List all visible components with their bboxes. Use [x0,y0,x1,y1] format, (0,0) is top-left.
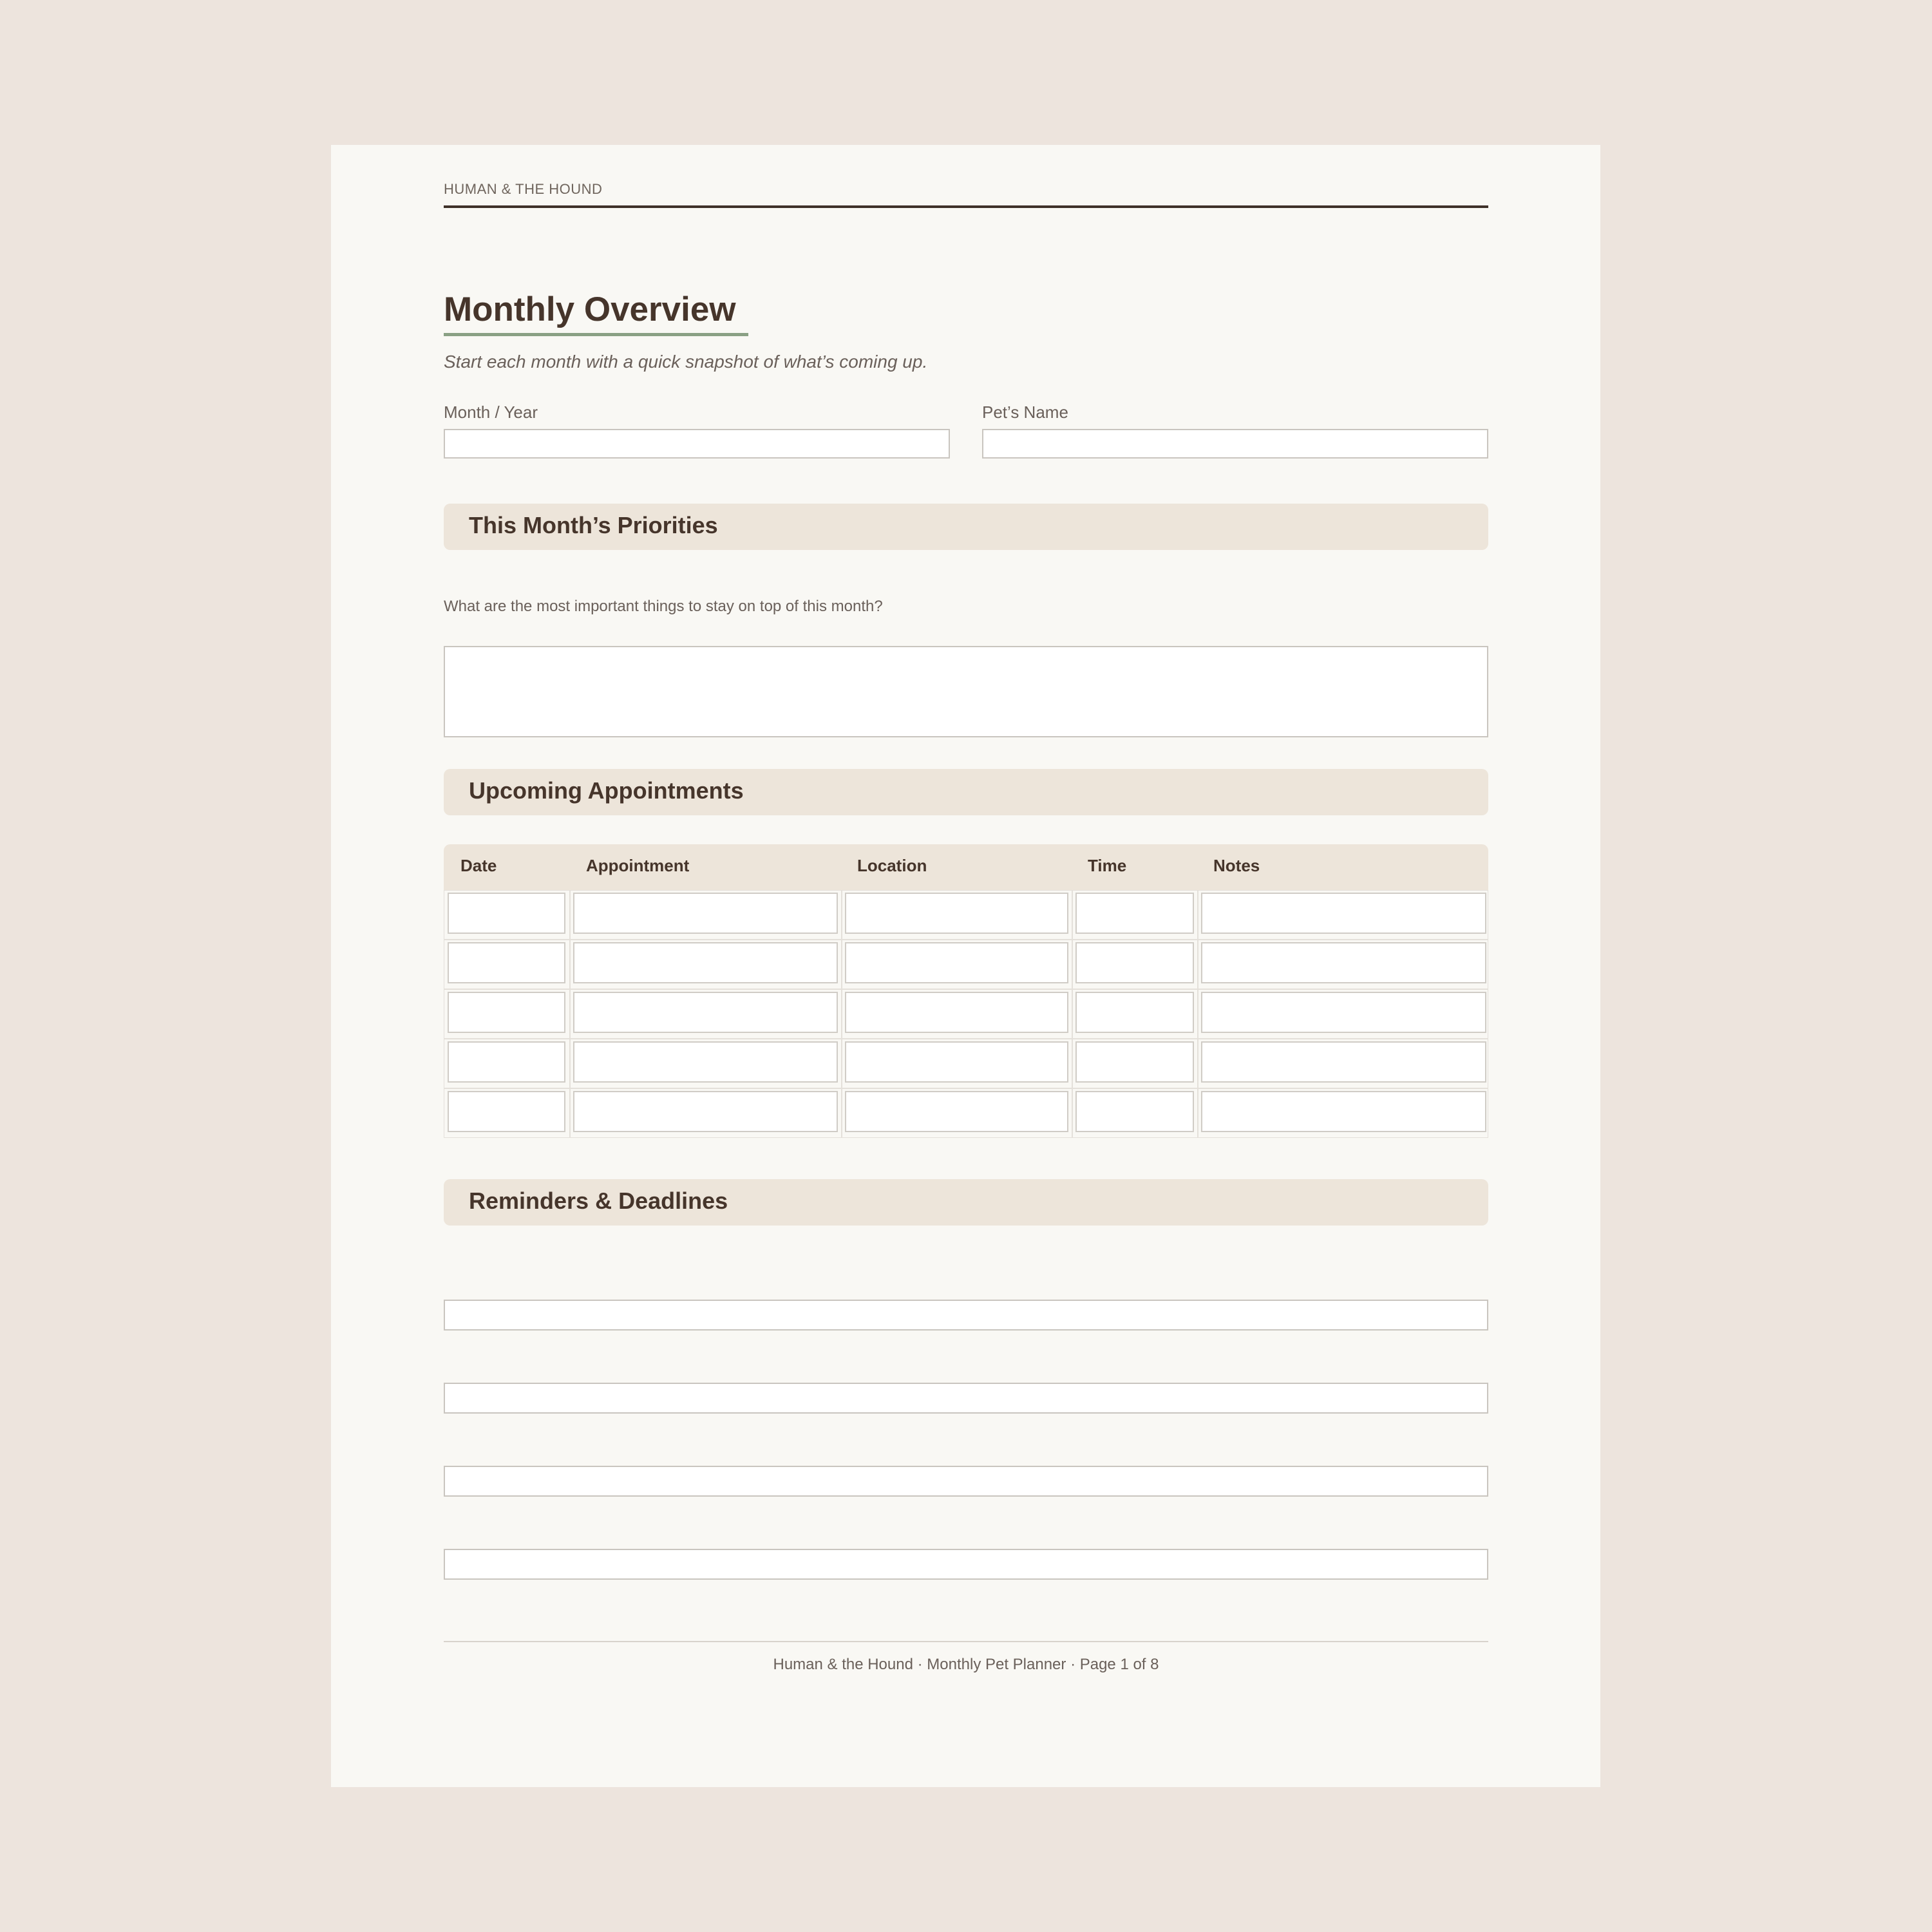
notes-cell[interactable] [1201,1091,1486,1132]
appointment-cell[interactable] [573,1091,838,1132]
appointment-cell[interactable] [573,893,838,934]
date-cell[interactable] [448,992,565,1033]
notes-cell[interactable] [1201,992,1486,1033]
appointment-cell[interactable] [573,942,838,983]
appointments-table-header [444,844,1488,890]
notes-cell[interactable] [1201,942,1486,983]
reminder-line-4[interactable] [444,1549,1488,1580]
notes-cell[interactable] [1201,1041,1486,1083]
time-cell[interactable] [1075,992,1194,1033]
date-cell[interactable] [448,942,565,983]
priorities-heading: This Month’s Priorities [444,504,1488,550]
planner-page [331,145,1600,1787]
table-row [444,890,1488,940]
title-underline [444,333,748,336]
footer-rule [444,1641,1488,1642]
time-cell[interactable] [1075,942,1194,983]
reminder-line-1[interactable] [444,1300,1488,1331]
location-cell[interactable] [845,1091,1068,1132]
location-cell[interactable] [845,893,1068,934]
priorities-question: What are the most important things to stay on top of this month? [444,598,883,615]
page-footer: Human & the Hound · Monthly Pet Planner · Page 1 of 8 [773,1656,1159,1673]
pet-name-label: Pet’s Name [982,402,1068,422]
page-subtitle: Start each month with a quick snapshot of what’s coming up. [444,352,928,372]
table-row [444,940,1488,989]
time-cell[interactable] [1075,1041,1194,1083]
reminder-line-2[interactable] [444,1383,1488,1414]
location-cell[interactable] [845,1041,1068,1083]
reminders-heading: Reminders & Deadlines [444,1179,1488,1226]
table-row [444,1039,1488,1088]
brand-label: HUMAN & THE HOUND [444,181,603,197]
time-cell[interactable] [1075,893,1194,934]
column-header-location: Location [857,856,927,875]
column-header-date: Date [460,856,497,875]
date-cell[interactable] [448,893,565,934]
column-header-appointment: Appointment [586,856,690,875]
pet-name-field[interactable] [982,429,1488,459]
appointment-cell[interactable] [573,1041,838,1083]
table-row [444,1088,1488,1138]
column-header-notes: Notes [1213,856,1260,875]
date-cell[interactable] [448,1091,565,1132]
page-title: Monthly Overview [444,290,736,328]
table-row [444,989,1488,1039]
notes-cell[interactable] [1201,893,1486,934]
header-rule [444,205,1488,208]
time-cell[interactable] [1075,1091,1194,1132]
location-cell[interactable] [845,942,1068,983]
reminder-line-3[interactable] [444,1466,1488,1497]
month-year-label: Month / Year [444,402,538,422]
priorities-textarea[interactable] [444,646,1488,737]
date-cell[interactable] [448,1041,565,1083]
column-header-time: Time [1088,856,1127,875]
month-year-field[interactable] [444,429,950,459]
appointment-cell[interactable] [573,992,838,1033]
location-cell[interactable] [845,992,1068,1033]
appointments-heading: Upcoming Appointments [444,769,1488,815]
